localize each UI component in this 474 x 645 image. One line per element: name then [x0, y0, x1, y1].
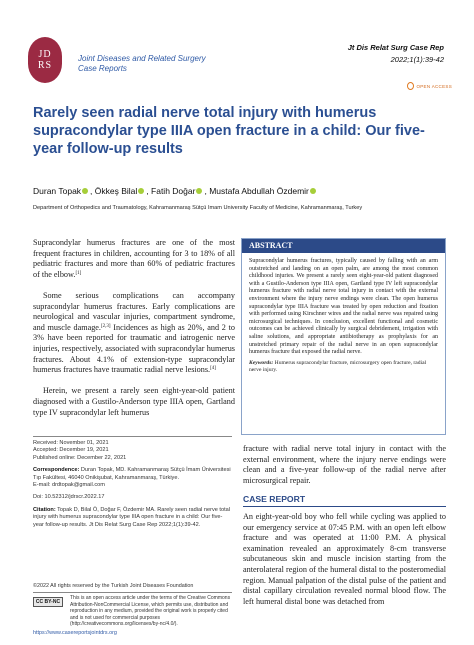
journal-logo: JD RS — [28, 37, 62, 83]
accepted-date: Accepted: December 19, 2021 — [33, 447, 109, 454]
author-name[interactable]: Fatih Doğar — [151, 186, 196, 196]
article-title: Rarely seen radial nerve total injury with humerus supracondylar type IIIA open fracture in a child: Our five-year follow-up results — [33, 105, 425, 157]
journal-website-link[interactable]: https://www.casereportsjointdrs.org — [33, 630, 117, 636]
journal-name — [78, 54, 206, 74]
citation: Citation: Topak D, Bilal Ö, Doğar F, Özdemir MA. Rarely seen radial nerve total injury with humerus supracondylar type IIIA open fracture in a child: Our five-year follow-up results. Jt Dis Relat Surg Case Rep 2022;1(1):39-42. — [33, 506, 230, 528]
journal-volume: 2022;1(1):39-42 — [390, 55, 444, 64]
author-name[interactable]: Mustafa Abdullah Özdemir — [209, 186, 309, 196]
keywords: Keywords: Humerus supracondylar fracture, microsurgery open fracture, radial nerve injury. — [249, 359, 427, 373]
orcid-icon[interactable] — [310, 188, 316, 194]
intro-paragraph: Some serious complications can accompany supracondylar humerus fractures. Early complications are neurological and vascular injuries, compartment syndrome, and muscle damage.[2,3] Incidences as high as 20%, and 2 to 3% have been reported for traumatic and iatrogenic nerve injuries, respectively, associated with supracondylar humerus fractures. About 4.1% of extension-type supracondylar humerus fractures have traumatic radial nerve lesions.[4] — [33, 290, 235, 375]
intro-paragraph: fracture with radial nerve total injury in contact with the external environment, where the injury nerve endings were clean and a five-year follow-up of the radial nerve after microsurgical repair. — [243, 444, 446, 485]
journal-name-line2: Case Reports — [78, 64, 127, 73]
doi[interactable]: Doi: 10.52312/jdrscr.2022.17 — [33, 494, 105, 501]
intro-paragraph: Supracondylar humerus fractures are one of the most frequent fractures in children, accounting for 3 to 18% of all pediatric fractures and more than 60% of pediatric fractures of the elbow.[1] — [33, 238, 235, 279]
license-text: This is an open access article under the terms of the Creative Commons Attribution-NonCommercial License, which permits use, distribution and reproduction in any medium, provided the original work is properly cited and is not used for commercial purposes (http://creativecommons.org/licenses/by-nc/4.0/). — [70, 595, 231, 628]
abstract-heading: ABSTRACT — [242, 239, 445, 253]
article-meta — [33, 440, 233, 529]
orcid-icon[interactable] — [138, 188, 144, 194]
footer-divider — [33, 592, 232, 593]
abstract-box — [241, 238, 446, 435]
author-list: Duran Topak , Ökkeş Bilal , Fatih Doğar , Mustafa Abdullah Özdemir — [33, 186, 318, 196]
published-date: Published online: December 22, 2021 — [33, 454, 127, 461]
journal-name-line1: Joint Diseases and Related Surgery — [78, 54, 206, 63]
open-access-label: OPEN ACCESS — [416, 83, 452, 89]
intro-continued — [243, 444, 446, 486]
journal-citation-block — [348, 42, 444, 66]
section-heading-case-report: CASE REPORT — [243, 494, 446, 507]
journal-abbreviation: Jt Dis Relat Surg Case Rep — [347, 43, 444, 52]
correspondence: Correspondence: Duran Topak, MD. Kahramanmaraş Sütçü İmam Üniversitesi Tıp Fakültesi, 46040 Onikişubat, Kahramanmaraş, Türkiye. — [33, 467, 231, 481]
author-name[interactable]: Ökkeş Bilal — [94, 186, 138, 196]
meta-divider — [33, 436, 232, 437]
case-report-text: An eight-year-old boy who fell while cycling was applied to our emergency service at 07:45 P.M. with an open left elbow fracture and was operated at 11:00 P.M. A physical examination revealed an approximately 8-cm transverse subcutaneous skin and muscle incision starting from the anterolateral region of the humeral distal to the posteromedial region. Manual palpation of the distal pulse of the patient and distal capillary circulation revealed normal blood flow. The left humeral distal bone was detached from — [243, 512, 446, 606]
received-date: Received: November 01, 2021 — [33, 440, 109, 446]
orcid-icon[interactable] — [82, 188, 88, 194]
open-access-badge — [407, 82, 452, 90]
page-header — [0, 0, 474, 90]
orcid-icon[interactable] — [196, 188, 202, 194]
copyright-notice: ©2022 All rights reserved by the Turkish Joint Diseases Foundation — [33, 583, 194, 589]
correspondence-email[interactable]: E-mail: drdtopak@gmail.com — [33, 482, 105, 489]
reference-link[interactable]: [2,3] — [100, 323, 111, 329]
author-name[interactable]: Duran Topak — [33, 186, 82, 196]
reference-link[interactable]: [1] — [75, 270, 82, 276]
author-affiliation: Department of Orthopedics and Traumatology, Kahramanmaraş Sütçü Imam University Faculty of Medicine, Kahramanmaraş, Turkey — [33, 205, 363, 211]
reference-link[interactable]: [4] — [210, 366, 216, 372]
introduction-text — [33, 238, 235, 429]
open-access-icon — [407, 82, 414, 90]
abstract-text: Supracondylar humerus fractures, typically caused by falling with an arm outstretched and landing on an open palm, are among the most common childhood injuries. We present a rarely seen eight-year-old patient diagnosed with a Gustilo-Anderson type IIIA open, Gartland type IV left supracondylar humerus fracture with radial nerve total injury in contact with the external environment where the injury nerve endings were clean. The open humerus supracondylar type IIIA fracture was treated by open reduction and fixation with performed using Kirschner wires and the radial nerve was repaired using microsurgical techniques. In conclusion, excellent functional and cosmetic outcomes can be achieved clinically by surgical debridement, irrigation with saline solutions, and appropriate antibiotherapy as prophylaxis for an unstretched primary repair of the radial nerve in an open supracondylar humerus fracture that exposed the radial nerve. — [249, 258, 438, 356]
keywords-label: Keywords: — [249, 359, 274, 366]
intro-paragraph: Herein, we present a rarely seen eight-year-old patient diagnosed with a Gustilo-Anderson type IIIA open, Gartland type IV supracondylar left humerus — [33, 386, 235, 417]
creative-commons-icon[interactable]: CC BY-NC — [33, 597, 63, 607]
